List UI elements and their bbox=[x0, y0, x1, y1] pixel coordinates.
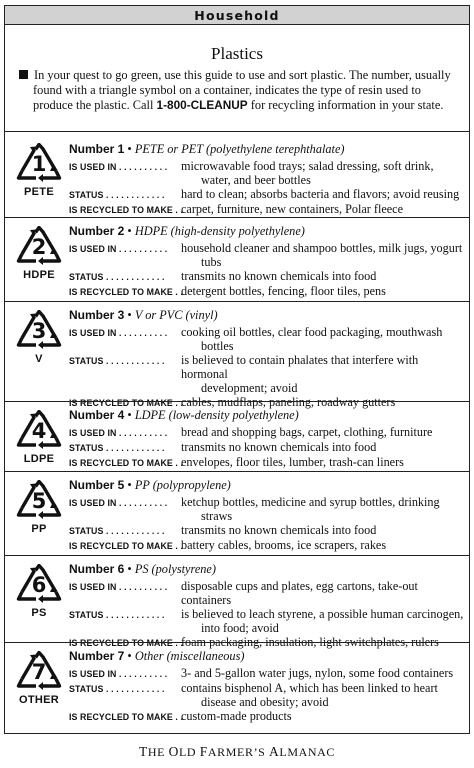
plastics-list bbox=[5, 131, 469, 737]
status-value: contains bisphenol A, which has been linked to heart disease and obesity; avoid bbox=[181, 681, 438, 709]
plastic-name: Other (miscellaneous) bbox=[134, 649, 245, 663]
recycled-value: carpet, furniture, new containers, Polar fleece bbox=[181, 202, 403, 216]
plastic-heading bbox=[69, 478, 465, 492]
resin-abbreviation: PP bbox=[31, 523, 47, 535]
recycled-label: IS RECYCLED TO MAKE . . bbox=[69, 458, 184, 468]
used-in-row bbox=[69, 579, 465, 607]
resin-abbreviation: LDPE bbox=[23, 453, 55, 465]
used-in-row bbox=[69, 159, 465, 187]
resin-code-symbol bbox=[13, 310, 65, 365]
phone-number: 1-800-CLEANUP bbox=[156, 98, 248, 112]
status-value: transmits no known chemicals into food bbox=[181, 523, 377, 537]
status-value: is believed to contain phalates that interfere with hormonal development; avoid bbox=[181, 353, 419, 395]
used-in-value: 3- and 5-gallon water jugs, nylon, some food containers bbox=[181, 666, 454, 680]
recycled-value: custom-made products bbox=[181, 709, 292, 723]
resin-number: 2 bbox=[31, 235, 47, 259]
plastic-details bbox=[69, 308, 465, 410]
resin-number: 1 bbox=[31, 152, 47, 176]
almanac-panel bbox=[4, 5, 470, 734]
resin-number: 7 bbox=[31, 660, 47, 684]
status-label: STATUS . . . . . . . . . . . . bbox=[69, 272, 165, 282]
recycled-row bbox=[69, 284, 465, 299]
plastic-name: PP (polypropylene) bbox=[134, 478, 231, 492]
plastic-details bbox=[69, 649, 465, 724]
plastic-heading bbox=[69, 224, 465, 238]
bullet-separator: • bbox=[124, 224, 135, 238]
used-in-value: household cleaner and shampoo bottles, milk jugs, yogurt tubs bbox=[181, 241, 463, 269]
recycled-value: detergent bottles, fencing, floor tiles, pens bbox=[181, 284, 386, 298]
used-in-value: bread and shopping bags, carpet, clothing, furniture bbox=[181, 425, 433, 439]
plastic-details bbox=[69, 224, 465, 299]
status-value: is believed to leach styrene, a possible human carcinogen, into food; avoid bbox=[181, 607, 464, 635]
plastic-name: LDPE (low-density polyethylene) bbox=[134, 408, 299, 422]
used-in-label: IS USED IN . . . . . . . . . . bbox=[69, 669, 168, 679]
plastic-name: HDPE (high-density polyethylene) bbox=[134, 224, 305, 238]
status-label: STATUS . . . . . . . . . . . . bbox=[69, 610, 165, 620]
plastic-details bbox=[69, 562, 465, 650]
plastic-section-4 bbox=[5, 401, 469, 471]
plastic-heading bbox=[69, 408, 465, 422]
used-in-row bbox=[69, 495, 465, 523]
used-in-label: IS USED IN . . . . . . . . . . bbox=[69, 498, 168, 508]
resin-code-symbol bbox=[13, 410, 65, 465]
status-label: STATUS . . . . . . . . . . . . bbox=[69, 684, 165, 694]
recycled-value: foam packaging, insulation, light switchplates, rulers bbox=[181, 635, 439, 649]
status-label: STATUS . . . . . . . . . . . . bbox=[69, 443, 165, 453]
publication-footer: THE OLD FARMER’S ALMANAC bbox=[138, 744, 336, 759]
recycled-label: IS RECYCLED TO MAKE . . bbox=[69, 205, 184, 215]
resin-number: 5 bbox=[31, 489, 47, 513]
resin-abbreviation: OTHER bbox=[19, 694, 59, 706]
bullet-separator: • bbox=[124, 649, 135, 663]
status-value: transmits no known chemicals into food bbox=[181, 269, 377, 283]
intro-text: In your quest to go green, use this guide to use and sort plastic. The number, usually found with a triangle symbol on a container, indicates the type of resin used to produce the plastic. Call bbox=[33, 68, 451, 112]
plastic-section-1 bbox=[5, 131, 469, 217]
used-in-value: disposable cups and plates, egg cartons, take-out containers bbox=[181, 579, 418, 607]
plastic-section-6 bbox=[5, 555, 469, 649]
bullet-separator: • bbox=[124, 308, 135, 322]
resin-abbreviation: PETE bbox=[24, 186, 54, 198]
bullet-separator: • bbox=[124, 408, 135, 422]
bullet-separator: • bbox=[124, 142, 135, 156]
used-in-value: cooking oil bottles, clear food packaging, mouthwash bottles bbox=[181, 325, 443, 353]
resin-code-symbol bbox=[13, 226, 65, 281]
recycled-label: IS RECYCLED TO MAKE . . bbox=[69, 398, 184, 408]
status-label: STATUS . . . . . . . . . . . . bbox=[69, 190, 165, 200]
resin-abbreviation: HDPE bbox=[23, 269, 55, 281]
plastic-number: Number 7 bbox=[69, 649, 125, 663]
resin-number: 4 bbox=[31, 419, 47, 443]
intro-paragraph bbox=[5, 65, 469, 131]
used-in-row bbox=[69, 425, 465, 440]
used-in-row bbox=[69, 241, 465, 269]
status-row bbox=[69, 440, 465, 455]
plastic-number: Number 6 bbox=[69, 562, 125, 576]
recycled-row bbox=[69, 455, 465, 470]
status-value: transmits no known chemicals into food bbox=[181, 440, 377, 454]
recycled-label: IS RECYCLED TO MAKE . . bbox=[69, 287, 184, 297]
page-title: Plastics bbox=[211, 44, 263, 63]
recycled-value: envelopes, floor tiles, lumber, trash-can liners bbox=[181, 455, 404, 469]
section-header: Household bbox=[5, 6, 469, 25]
plastic-section-7 bbox=[5, 642, 469, 737]
bullet-separator: • bbox=[124, 478, 135, 492]
used-in-label: IS USED IN . . . . . . . . . . bbox=[69, 582, 168, 592]
plastic-heading bbox=[69, 649, 465, 663]
plastic-details bbox=[69, 408, 465, 470]
resin-code-symbol bbox=[13, 651, 65, 706]
resin-abbreviation: V bbox=[35, 353, 43, 365]
resin-code-symbol bbox=[13, 143, 65, 198]
plastic-heading bbox=[69, 308, 465, 322]
plastic-section-5 bbox=[5, 471, 469, 555]
plastic-heading bbox=[69, 562, 465, 576]
plastic-details bbox=[69, 478, 465, 553]
plastic-name: V or PVC (vinyl) bbox=[134, 308, 218, 322]
resin-number: 3 bbox=[31, 319, 47, 343]
recycled-row bbox=[69, 202, 465, 217]
plastic-heading bbox=[69, 142, 465, 156]
plastic-section-3 bbox=[5, 301, 469, 409]
recycled-label: IS RECYCLED TO MAKE . . bbox=[69, 712, 184, 722]
bullet-separator: • bbox=[124, 562, 135, 576]
used-in-row bbox=[69, 325, 465, 353]
plastic-details bbox=[69, 142, 465, 217]
status-row bbox=[69, 523, 465, 538]
status-row bbox=[69, 681, 465, 709]
status-value: hard to clean; absorbs bacteria and flavors; avoid reusing bbox=[181, 187, 460, 201]
plastic-name: PS (polystyrene) bbox=[134, 562, 216, 576]
resin-code-symbol bbox=[13, 480, 65, 535]
used-in-label: IS USED IN . . . . . . . . . . bbox=[69, 428, 168, 438]
square-bullet-icon bbox=[19, 70, 28, 79]
plastic-number: Number 2 bbox=[69, 224, 125, 238]
resin-number: 6 bbox=[31, 573, 47, 597]
used-in-value: ketchup bottles, medicine and syrup bottles, drinking straws bbox=[181, 495, 440, 523]
intro-text-after: for recycling information in your state. bbox=[247, 98, 444, 112]
used-in-value: microwavable food trays; salad dressing, soft drink, water, and beer bottles bbox=[181, 159, 434, 187]
recycled-value: battery cables, brooms, ice scrapers, rakes bbox=[181, 538, 387, 552]
plastic-number: Number 4 bbox=[69, 408, 125, 422]
resin-code-symbol bbox=[13, 564, 65, 619]
used-in-label: IS USED IN . . . . . . . . . . bbox=[69, 244, 168, 254]
status-row bbox=[69, 353, 465, 395]
recycled-row bbox=[69, 709, 465, 724]
status-label: STATUS . . . . . . . . . . . . bbox=[69, 356, 165, 366]
status-label: STATUS . . . . . . . . . . . . bbox=[69, 526, 165, 536]
recycled-label: IS RECYCLED TO MAKE . . bbox=[69, 541, 184, 551]
used-in-label: IS USED IN . . . . . . . . . . bbox=[69, 328, 168, 338]
plastic-number: Number 1 bbox=[69, 142, 125, 156]
recycled-label: IS RECYCLED TO MAKE . . bbox=[69, 638, 184, 648]
recycled-value: cables, mudflaps, paneling, roadway gutters bbox=[181, 395, 396, 409]
status-row bbox=[69, 187, 465, 202]
status-row bbox=[69, 269, 465, 284]
used-in-row bbox=[69, 666, 465, 681]
recycled-row bbox=[69, 538, 465, 553]
status-row bbox=[69, 607, 465, 635]
used-in-label: IS USED IN . . . . . . . . . . bbox=[69, 162, 168, 172]
plastic-number: Number 3 bbox=[69, 308, 125, 322]
plastic-name: PETE or PET (polyethylene terephthalate) bbox=[134, 142, 345, 156]
plastic-number: Number 5 bbox=[69, 478, 125, 492]
plastic-section-2 bbox=[5, 217, 469, 301]
resin-abbreviation: PS bbox=[31, 607, 47, 619]
